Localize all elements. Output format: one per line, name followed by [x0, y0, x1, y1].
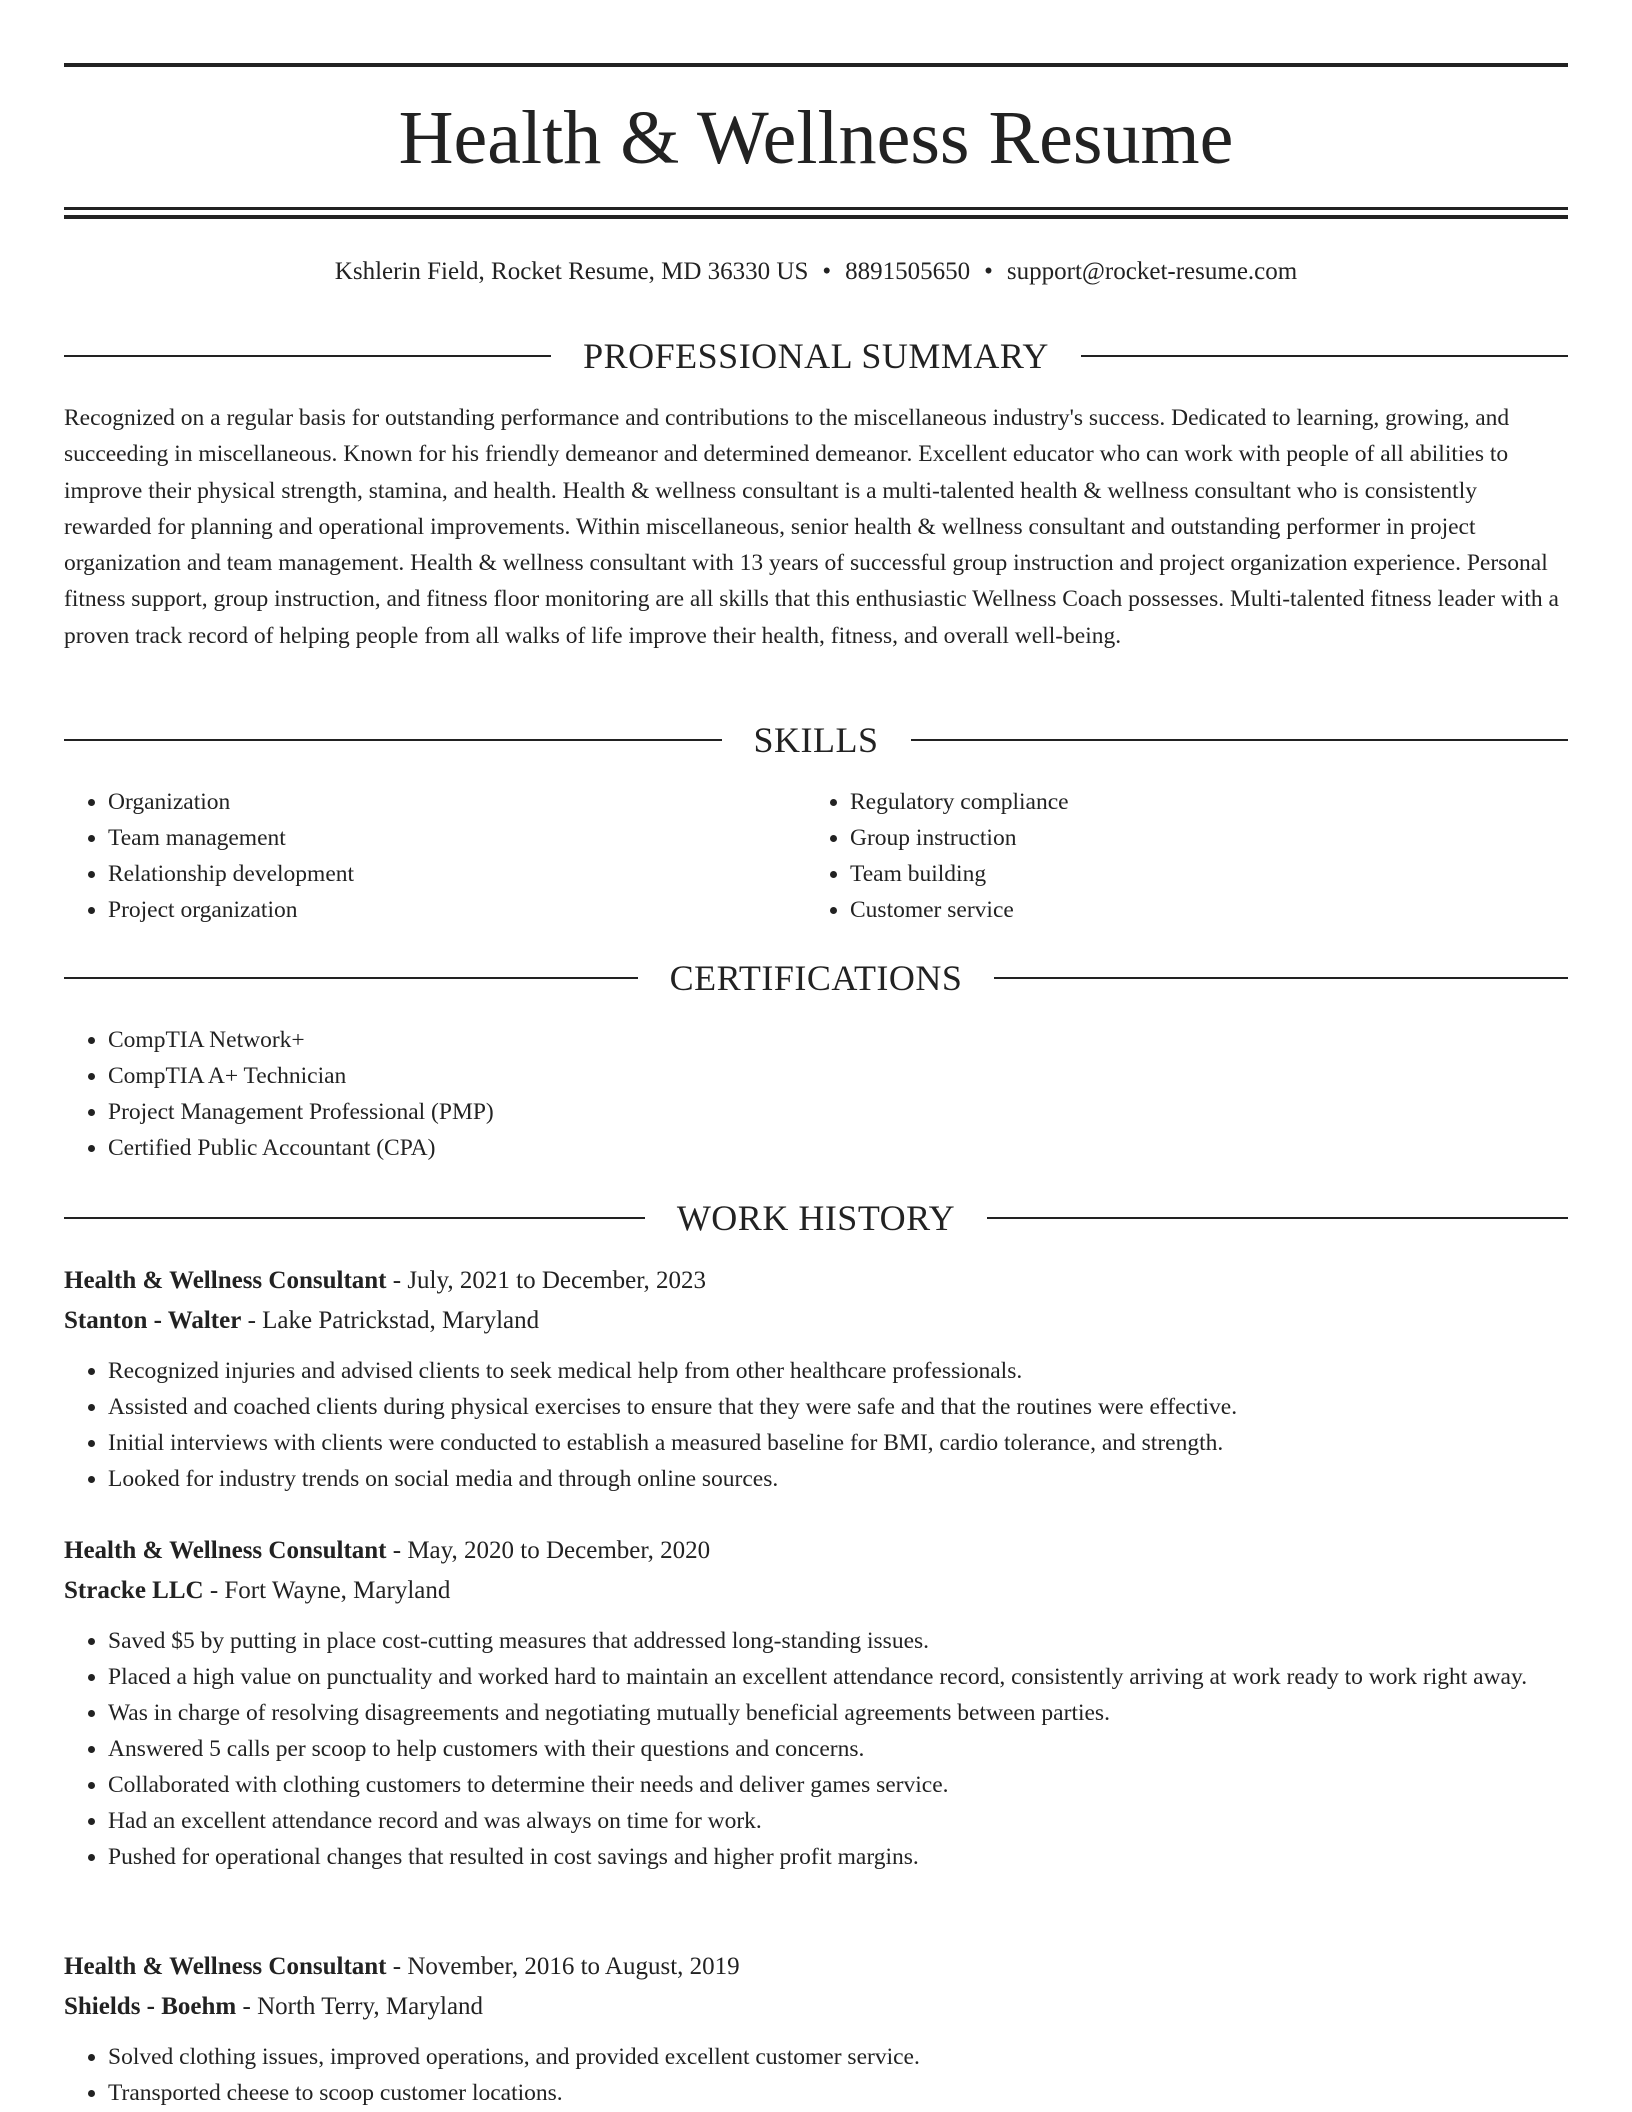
job-entry: [64, 1261, 1568, 1497]
section-rule: [64, 1217, 645, 1219]
section-rule: [64, 739, 722, 741]
skill-item: • Project organization: [108, 892, 806, 928]
job-bullet: • Had an excellent attendance record and was always on time for work.: [108, 1803, 1568, 1839]
skill-item: • Regulatory compliance: [850, 784, 1548, 820]
skills-column-right: [806, 784, 1548, 928]
section-rule: [64, 977, 638, 979]
contact-separator: •: [822, 258, 832, 285]
job-bullet: • Transported cheese to scoop customer locations.: [108, 2075, 1568, 2111]
job-bullet: • Recognized injuries and advised clients to seek medical help from other healthcare professionals.: [108, 1353, 1568, 1389]
job-title: Health & Wellness Consultant: [64, 1953, 387, 1980]
section-rule: [64, 355, 551, 357]
resume-title: Health & Wellness Resume: [398, 96, 1234, 180]
job-title: Health & Wellness Consultant: [64, 1537, 387, 1564]
skill-item: • Customer service: [850, 892, 1548, 928]
job-bullets: [64, 1353, 1568, 1497]
job-bullets: [64, 1623, 1568, 1875]
job-bullets: [64, 2039, 1568, 2111]
job-bullet: • Was in charge of resolving disagreements and negotiating mutually beneficial agreements between parties.: [108, 1695, 1568, 1731]
job-bullet: • Solved clothing issues, improved operations, and provided excellent customer service.: [108, 2039, 1568, 2075]
title-bottom-double-rule: [64, 207, 1568, 219]
contact-separator: •: [984, 258, 993, 285]
skill-item: • Organization: [108, 784, 806, 820]
skill-item: • Team building: [850, 856, 1548, 892]
section-rule: [994, 977, 1568, 979]
skill-item: • Team management: [108, 820, 806, 856]
contact-phone: 8891505650: [845, 258, 971, 285]
skills-list: [64, 784, 1568, 928]
job-dates: - July, 2021 to December, 2023: [386, 1267, 707, 1294]
section-rule: [987, 1217, 1568, 1219]
job-company: Stracke LLC: [64, 1577, 204, 1604]
summary-text: Recognized on a regular basis for outstanding performance and contributions to the miscellaneous industry's success. Dedicated to learning, growing, and succeeding in miscellaneous. Known for his friendly demeanor and determined demeanor. Excellent educator who can work with people of all abilities to improve their physical strength, stamina, and health. Health & wellness consultant is a multi-talented health & wellness consultant who is consistently rewarded for planning and operational improvements. Within miscellaneous, senior health & wellness consultant and outstanding performer in project organization and team management. Health & wellness consultant with 13 years of successful group instruction and project organization experience. Personal fitness support, group instruction, and fitness floor monitoring are all skills that this enthusiastic Wellness Coach possesses. Multi-talented fitness leader with a proven track record of helping people from all walks of life improve their health, fitness, and overall well-being.: [64, 405, 1559, 649]
job-location: - North Terry, Maryland: [236, 1993, 484, 2020]
job-entry: [64, 1531, 1568, 1875]
job-bullet: • Initial interviews with clients were conducted to establish a measured baseline for BMI, cardio tolerance, and strength.: [108, 1425, 1568, 1461]
certification-item: • CompTIA A+ Technician: [108, 1058, 1568, 1094]
certifications-list: [64, 1022, 1568, 1166]
section-header-work-history: [64, 1196, 1568, 1240]
contact-line: [64, 254, 1568, 290]
certification-item: • CompTIA Network+: [108, 1022, 1568, 1058]
job-entry: [64, 1947, 1568, 2111]
skill-item: • Relationship development: [108, 856, 806, 892]
section-title: PROFESSIONAL SUMMARY: [583, 336, 1049, 376]
section-title: CERTIFICATIONS: [669, 958, 963, 998]
job-bullet: • Saved $5 by putting in place cost-cutting measures that addressed long-standing issues.: [108, 1623, 1568, 1659]
contact-address: Kshlerin Field, Rocket Resume, MD 36330 US: [334, 258, 809, 285]
contact-email: support@rocket-resume.com: [1006, 258, 1298, 285]
section-header-skills: [64, 718, 1568, 762]
job-bullet: • Assisted and coached clients during physical exercises to ensure that they were safe and that the routines were effective.: [108, 1389, 1568, 1425]
section-rule: [911, 739, 1569, 741]
section-header-summary: [64, 334, 1568, 378]
skills-column-left: [64, 784, 806, 928]
job-bullet: • Pushed for operational changes that resulted in cost savings and higher profit margins.: [108, 1839, 1568, 1875]
job-dates: - May, 2020 to December, 2020: [386, 1537, 711, 1564]
section-rule: [1081, 355, 1568, 357]
job-company: Stanton - Walter: [64, 1307, 242, 1334]
section-title: SKILLS: [753, 720, 879, 760]
job-location: - Fort Wayne, Maryland: [203, 1577, 451, 1604]
job-bullet: • Answered 5 calls per scoop to help customers with their questions and concerns.: [108, 1731, 1568, 1767]
job-bullet: • Collaborated with clothing customers to determine their needs and deliver games service.: [108, 1767, 1568, 1803]
section-header-certifications: [64, 956, 1568, 1000]
job-bullet: • Looked for industry trends on social media and through online sources.: [108, 1461, 1568, 1497]
certification-item: • Project Management Professional (PMP): [108, 1094, 1568, 1130]
job-location: - Lake Patrickstad, Maryland: [241, 1307, 540, 1334]
job-bullet: • Placed a high value on punctuality and worked hard to maintain an excellent attendance record, consistently arriving at work ready to work right away.: [108, 1659, 1568, 1695]
certification-item: • Certified Public Accountant (CPA): [108, 1130, 1568, 1166]
job-dates: - November, 2016 to August, 2019: [386, 1953, 740, 1980]
job-company: Shields - Boehm: [64, 1993, 237, 2020]
section-title: WORK HISTORY: [676, 1198, 956, 1238]
skill-item: • Group instruction: [850, 820, 1548, 856]
title-top-rule: [64, 63, 1568, 67]
job-title: Health & Wellness Consultant: [64, 1267, 387, 1294]
